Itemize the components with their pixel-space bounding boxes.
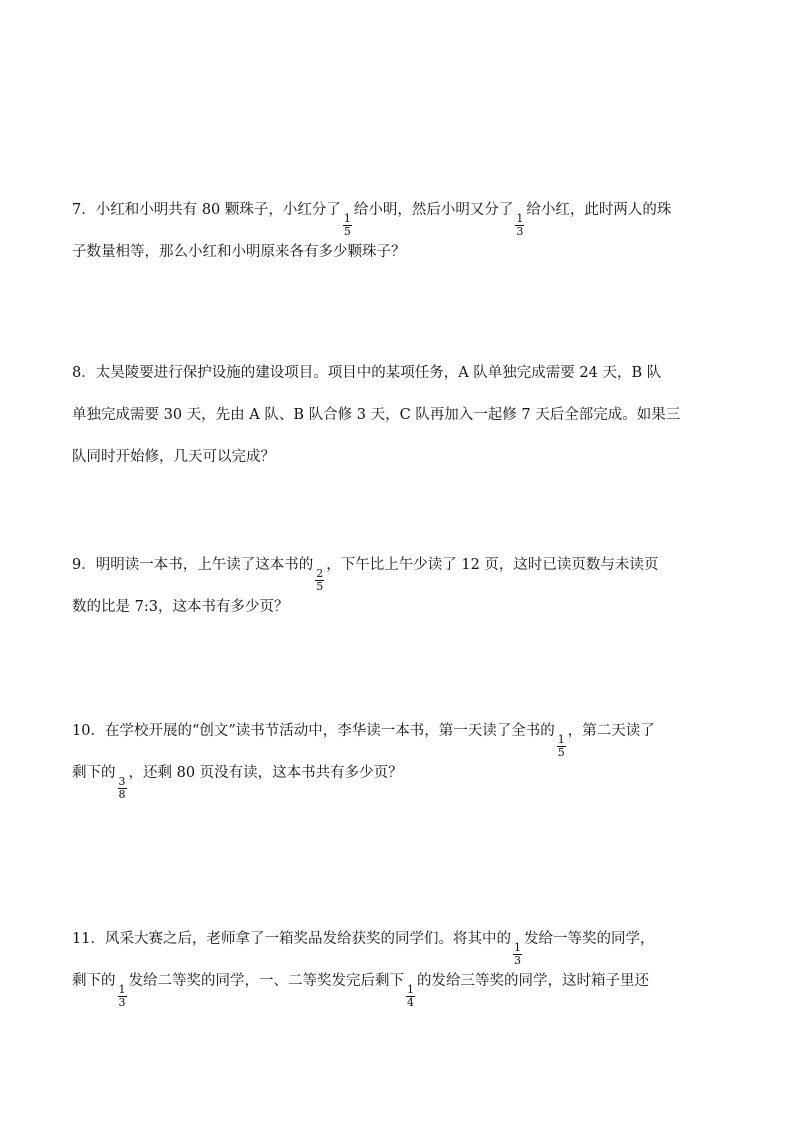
question-text: ，还剩 80 页没有读，这本书共有多少页？ [128, 765, 403, 781]
question-line [72, 758, 732, 801]
fraction-denominator: 4 [407, 996, 414, 1009]
fraction-numerator: 1 [516, 212, 524, 225]
question-line [72, 400, 732, 430]
question-7 [72, 195, 732, 267]
question-line [72, 924, 732, 967]
question-line [72, 716, 732, 759]
question-line [72, 550, 732, 593]
fraction-numerator: 1 [343, 212, 351, 225]
question-8 [72, 358, 732, 472]
fraction-denominator: 5 [316, 580, 324, 593]
question-text: 7．小红和小明共有 80 颗珠子，小红分了 [72, 202, 341, 218]
question-line [72, 195, 732, 238]
question-text: ，第二天读了 [567, 723, 655, 739]
question-text: 的发给三等奖的同学，这时箱子里还 [417, 973, 649, 989]
question-text: 队同时开始修，几天可以完成？ [72, 449, 275, 465]
fraction-numerator: 1 [557, 733, 565, 746]
question-line [72, 966, 732, 1009]
question-text: 8．太昊陵要进行保护设施的建设项目。项目中的某项任务，A 队单独完成需要 24 天，B 队 [72, 365, 662, 381]
fraction [557, 734, 566, 759]
fraction-numerator: 2 [316, 567, 324, 580]
fraction [315, 568, 324, 593]
question-text: 给小明，然后小明又分了 [353, 202, 514, 218]
question-line [72, 237, 732, 267]
question-11 [72, 924, 732, 1009]
fraction-denominator: 3 [516, 225, 524, 238]
fraction-numerator: 1 [513, 941, 521, 954]
fraction [515, 213, 524, 238]
question-text: ，下午比上午少读了 12 页，这时已读页数与未读页 [326, 557, 659, 573]
fraction [118, 776, 127, 801]
fraction-denominator: 5 [557, 746, 565, 759]
question-text: 发给二等奖的同学，一、二等奖发完后剩下 [128, 973, 404, 989]
fraction-numerator: 3 [118, 775, 126, 788]
question-line [72, 592, 732, 622]
fraction-denominator: 3 [118, 996, 126, 1009]
fraction-numerator: 1 [118, 983, 126, 996]
fraction [406, 984, 415, 1009]
question-text: 11．风采大赛之后，老师拿了一箱奖品发给获奖的同学们。将其中的 [72, 931, 511, 947]
fraction-denominator: 5 [343, 225, 351, 238]
question-line [72, 442, 732, 472]
fraction [513, 942, 522, 967]
question-text: 9．明明读一本书，上午读了这本书的 [72, 557, 314, 573]
question-text: 给小红，此时两人的珠 [526, 202, 672, 218]
question-text: 单独完成需要 30 天，先由 A 队、B 队合修 3 天，C 队再加入一起修 7 天后全部完成。如果三 [72, 407, 681, 423]
fraction [118, 984, 127, 1009]
question-text: 剩下的 [72, 765, 116, 781]
question-10 [72, 716, 732, 801]
question-text: 发给一等奖的同学， [523, 931, 655, 947]
fraction [343, 213, 352, 238]
question-line [72, 358, 732, 388]
question-text: 子数量相等，那么小红和小明原来各有多少颗珠子？ [72, 244, 406, 260]
question-text: 剩下的 [72, 973, 116, 989]
question-text: 数的比是 7:3，这本书有多少页？ [72, 599, 289, 615]
question-text: 10．在学校开展的“创文”读书节活动中，李华读一本书，第一天读了全书的 [72, 723, 555, 739]
fraction-denominator: 8 [118, 788, 126, 801]
fraction-denominator: 3 [513, 954, 521, 967]
question-9 [72, 550, 732, 622]
fraction-numerator: 1 [407, 983, 414, 996]
